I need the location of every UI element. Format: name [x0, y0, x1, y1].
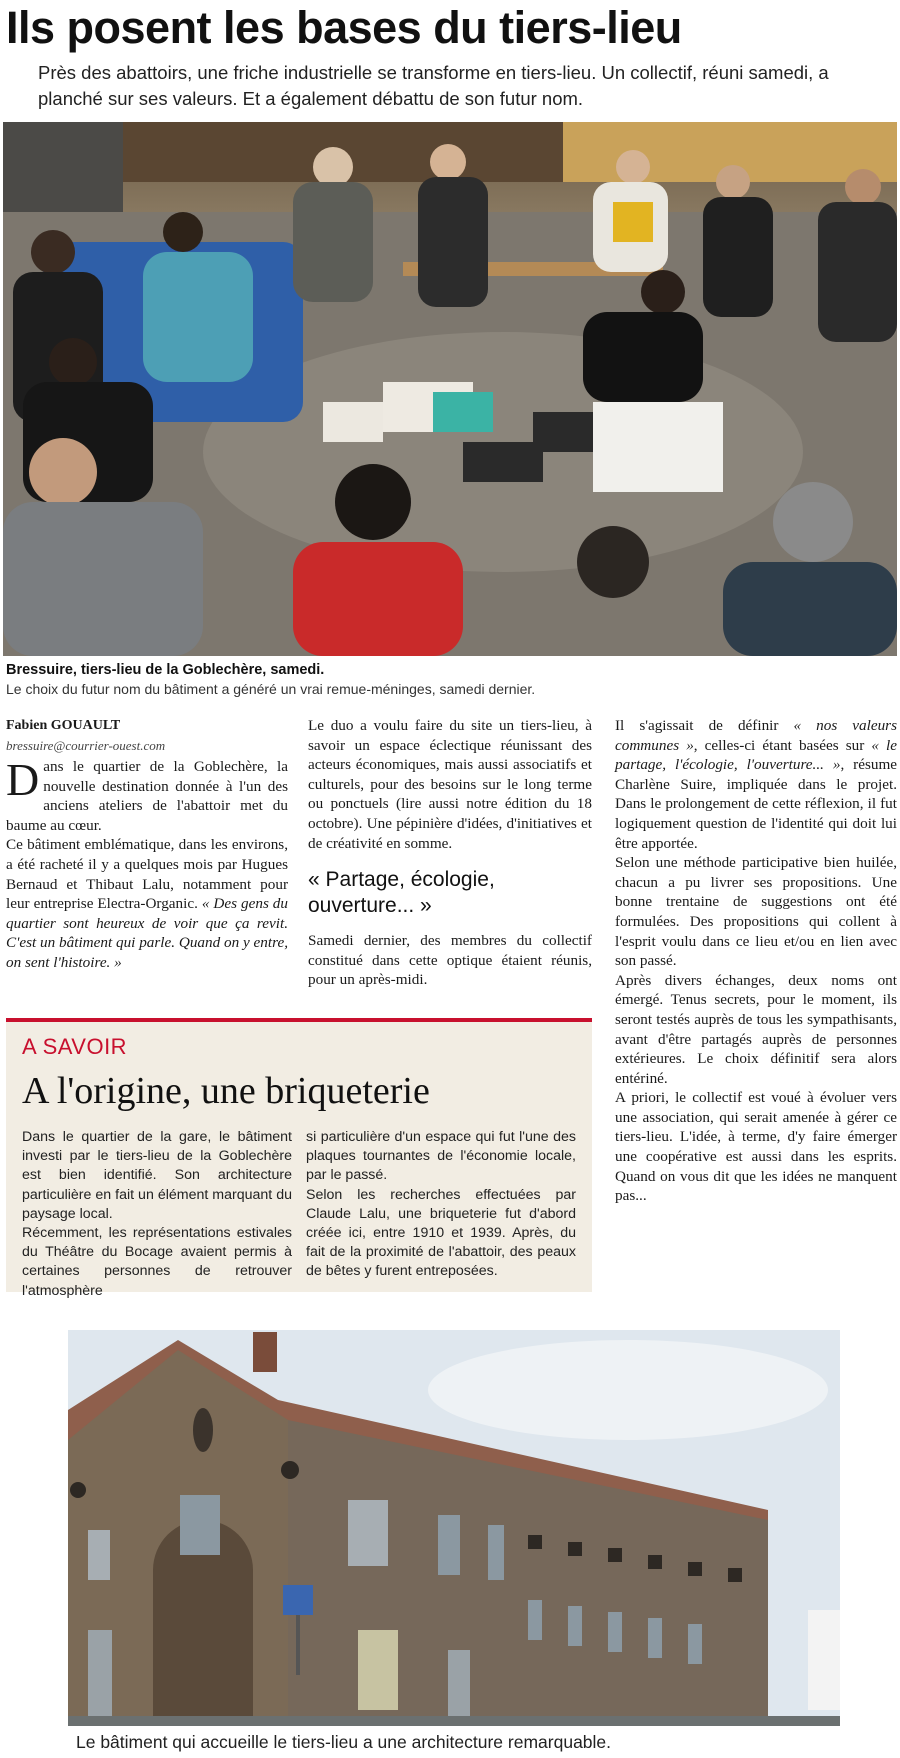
quote-text: « Des gens du quartier sont heureux de voir que ça revit. C'est un bâtiment qui parle. Quand on y entre, on sent l'histoire. »: [6, 895, 288, 971]
paragraph: Après divers échanges, deux noms ont émergé. Tenus secrets, pour le moment, ils seront testés auprès de tous les sympathisants, avant d'être partagés auprès de personnes extérieures. Le choix définitif sera alors entériné.: [615, 971, 897, 1087]
drop-cap: D: [6, 754, 40, 805]
paragraph: Samedi dernier, des membres du collectif constitué dans cette optique étaient réunis, pour un après-midi.: [308, 932, 592, 989]
building-photo-caption: Le bâtiment qui accueille le tiers-lieu a une architecture remarquable.: [76, 1732, 612, 1752]
a-savoir-column-1: [22, 1128, 292, 1301]
article-column-3: [615, 716, 897, 1206]
paragraph-text: , résume Charlène Suire, impliquée dans le projet. Dans le prolongement de cette réflexion, il fut logiquement question de l'identité qui doit lui être apportée.: [615, 756, 898, 852]
photo-caption-title: Bressuire, tiers-lieu de la Goblechère, samedi.: [6, 662, 325, 678]
paragraph: [6, 835, 288, 972]
paragraph: A priori, le collectif est voué à évoluer vers une association, qui serait amenée à gérer ce tiers-lieu. L'idée, à terme, d'y faire émerger une coopérative est aussi dans les esprits. Quand on vous dit que les idées ne manquent pas...: [615, 1089, 897, 1205]
paragraph: [615, 716, 897, 853]
article-column-1: [6, 716, 288, 973]
photo-caption-text: Le choix du futur nom du bâtiment a généré un vrai remue-méninges, samedi dernier.: [6, 681, 536, 697]
a-savoir-tag: A SAVOIR: [22, 1034, 128, 1059]
building-photo: [68, 1330, 840, 1726]
paragraph-text: Il s'agissait de définir: [615, 717, 794, 734]
paragraph: si particulière d'un espace qui fut l'une des plaques tournantes de l'économie locale, par le passé.: [306, 1129, 576, 1184]
a-savoir-box: [6, 1018, 592, 1299]
lead-text: ans le quartier de la Goblechère, la nouvelle destination donnée à l'un des anciens ateliers de l'abattoir met du baume au cœur.: [6, 758, 288, 834]
article-chapeau: Près des abattoirs, une friche industrielle se transforme en tiers-lieu. Un collectif, réuni samedi, a planché sur ses valeurs. Et a également débattu de son futur nom.: [38, 62, 829, 109]
quote-text: « nos valeurs communes »: [615, 717, 898, 754]
paragraph-text: Ce bâtiment emblématique, dans les environs, a été racheté il y a quelques mois par Hugues Bernaud et Thibaut Lalu, notamment pour leur entreprise Electra-Organic.: [6, 836, 288, 913]
paragraph: Le duo a voulu faire du site un tiers-lieu, à savoir un espace éclectique réunissant des acteurs économiques, mais aussi associatifs et culturels, pour des besoins sur le long terme ou ponctuels (lire aussi notre édition du 18 octobre). Une pépinière d'idées, d'initiatives et de créativité en somme.: [308, 717, 592, 852]
a-savoir-title: A l'origine, une briqueterie: [22, 1070, 430, 1112]
paragraph: Selon les recherches effectuées par Claude Lalu, une briqueterie fut d'abord créée ici, entre 1910 et 1939. Après, du fait de la proximité de l'abattoir, des peaux de bêtes y furent entreposées.: [306, 1186, 576, 1280]
intertitle: « Partage, écologie, ouverture... »: [308, 868, 495, 918]
paragraph-text: , celles-ci étant basées sur: [693, 736, 872, 754]
meeting-photo: [3, 122, 897, 656]
a-savoir-column-2: [306, 1128, 576, 1282]
paragraph: Selon une méthode participative bien huilée, chacun a pu livrer ses propositions. Une bonne trentaine de suggestions ont été formulées. Des propositions qui collent à l'esprit voulu dans ce lieu et/ou en lien avec son passé.: [615, 854, 897, 970]
paragraph: Récemment, les représentations estivales du Théâtre du Bocage avaient permis à certaines personnes de retrouver l'atmosphère: [22, 1225, 292, 1299]
paragraph: Dans le quartier de la gare, le bâtiment investi par le tiers-lieu de la Goblechère est bien identifié. Son architecture particulière en fait un élément marquant du paysage local.: [22, 1129, 292, 1222]
lead-paragraph: [6, 754, 288, 835]
author-email: bressuire@courrier-ouest.com: [6, 738, 166, 753]
article-column-2: [308, 716, 592, 990]
author-byline: Fabien GOUAULT: [6, 718, 121, 733]
quote-text: « le partage, l'écologie, l'ouverture... »: [615, 736, 898, 774]
article-headline: Ils posent les bases du tiers-lieu: [6, 2, 682, 53]
